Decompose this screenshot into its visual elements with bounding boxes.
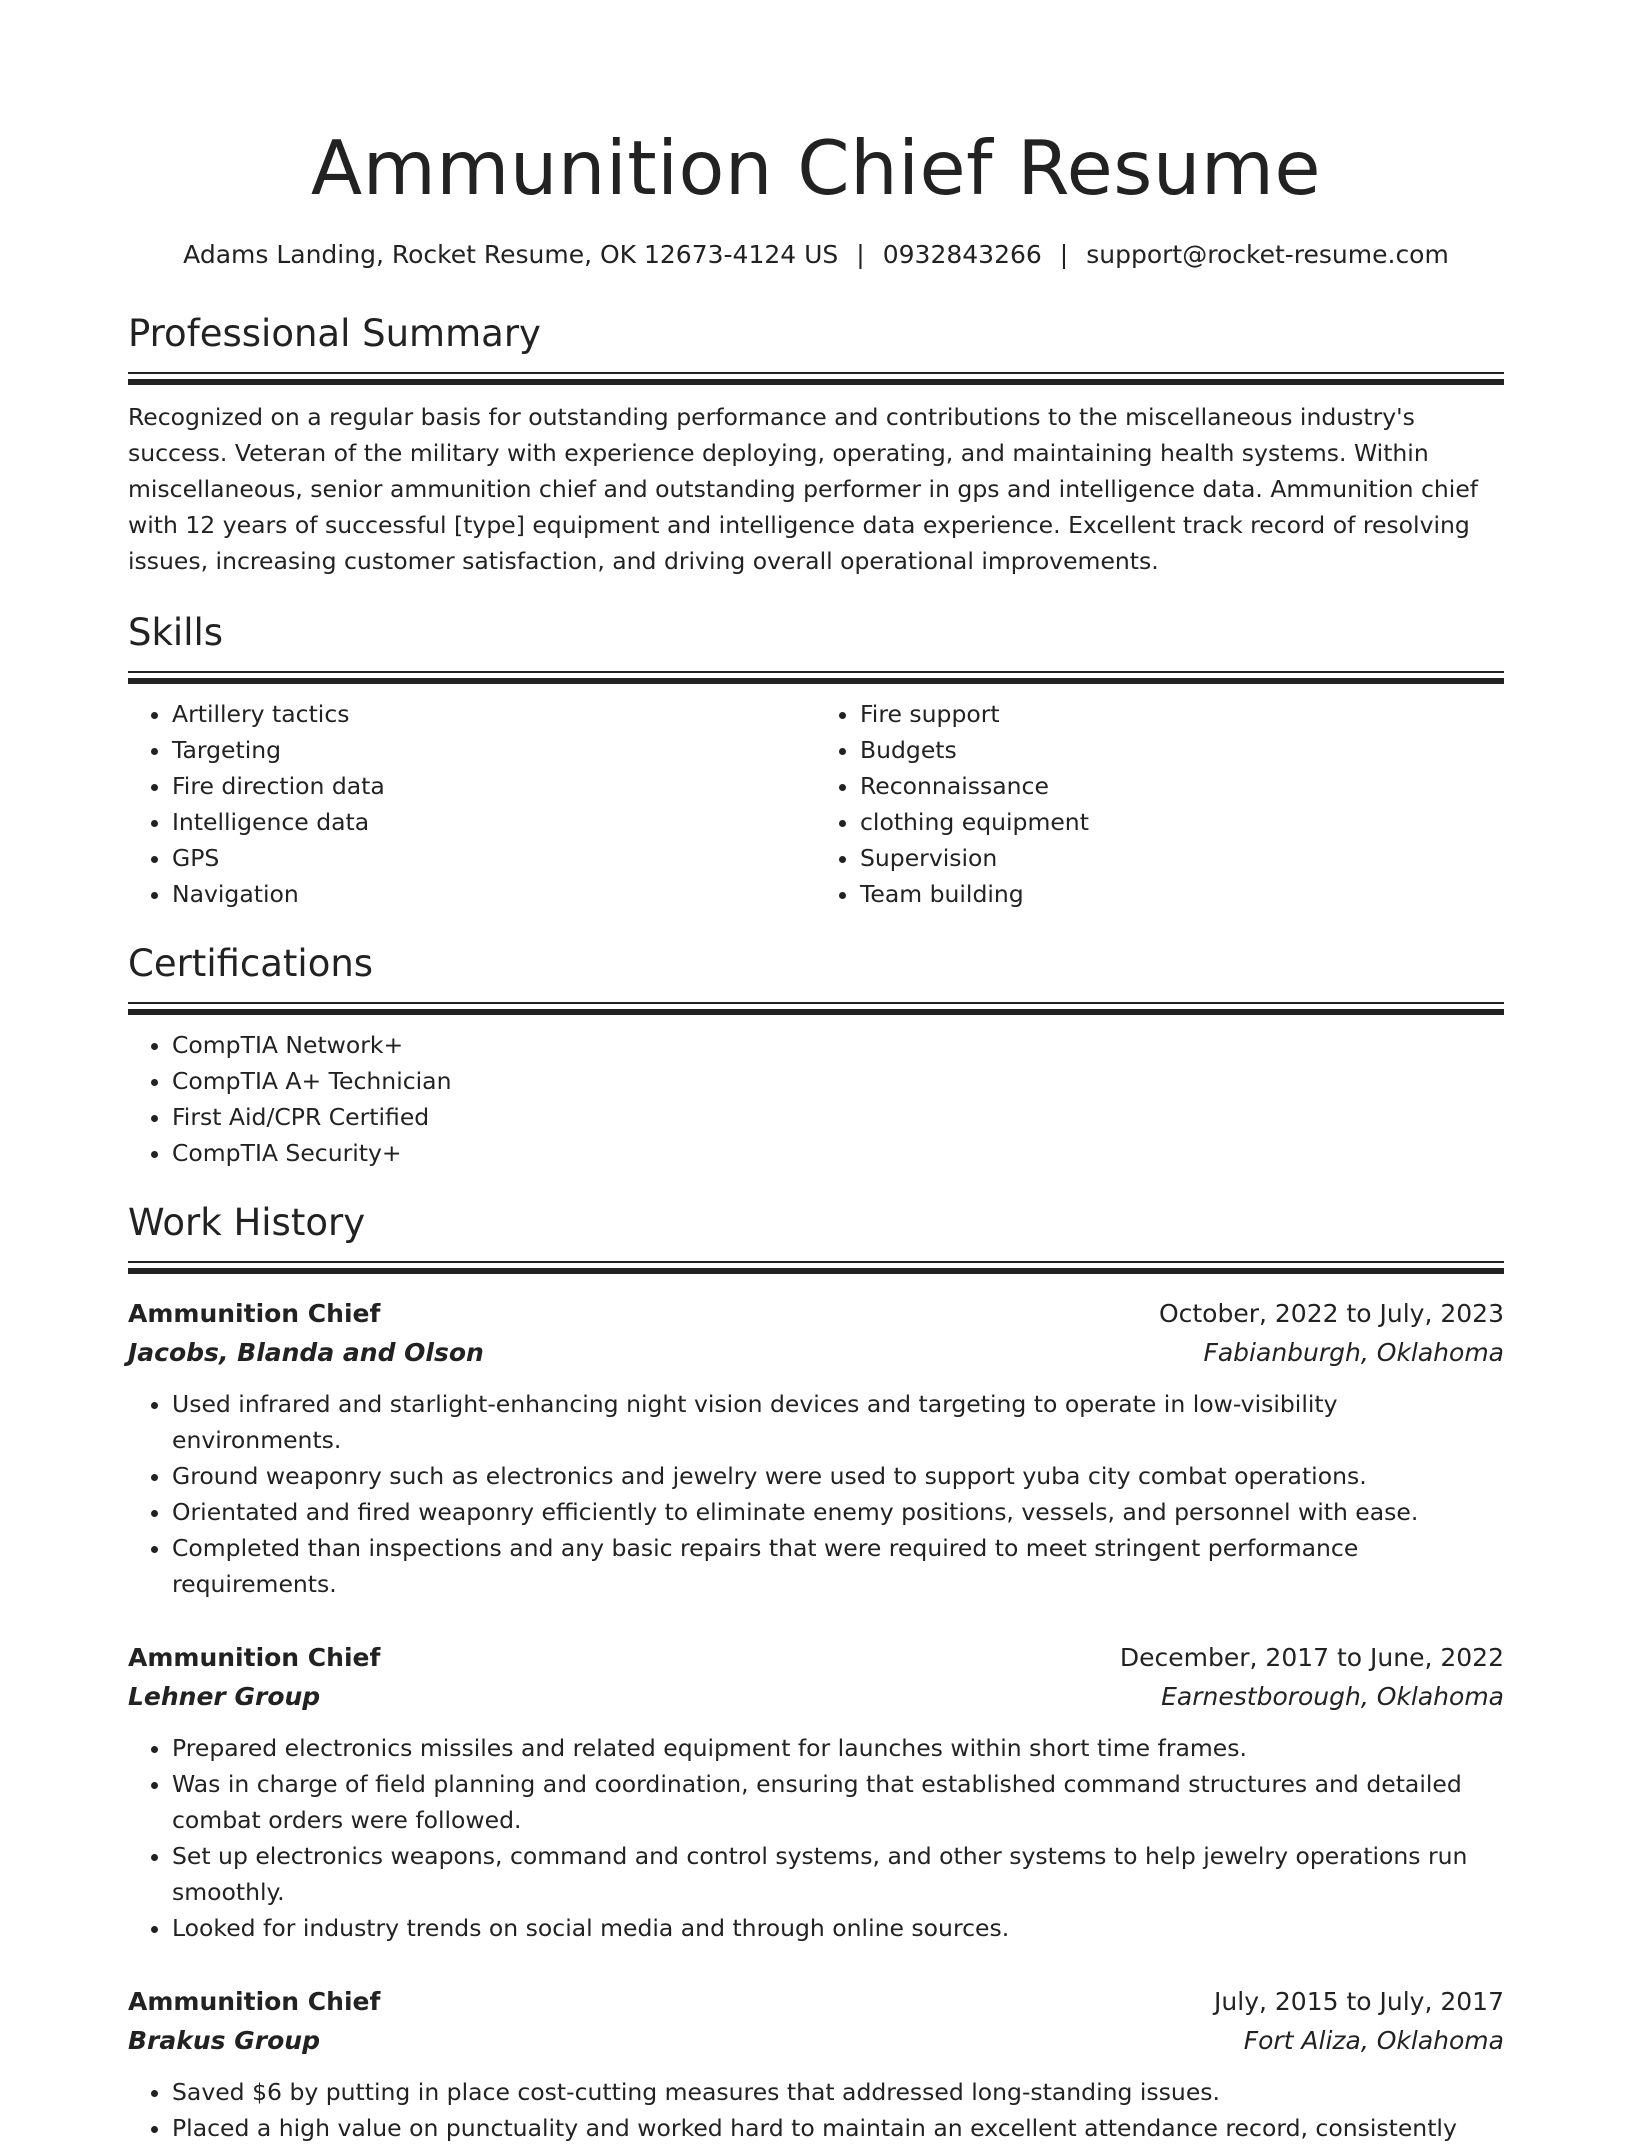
job-title: Ammunition Chief	[128, 1643, 381, 1672]
skill-item: • Fire direction data	[172, 768, 816, 804]
contact-line	[128, 238, 1504, 272]
contact-address: Adams Landing, Rocket Resume, OK 12673-4124 US	[183, 240, 839, 269]
job-title: Ammunition Chief	[128, 1987, 381, 2016]
resume-title: Ammunition Chief Resume	[310, 124, 1322, 212]
job-duty-item: • Saved $6 by putting in place cost-cutting measures that addressed long-standing issues.	[172, 2074, 1504, 2110]
summary-text: Recognized on a regular basis for outstanding performance and contributions to the miscellaneous industry's success. Veteran of the military with experience deploying, operating, and maintaining health systems. Within miscellaneous, senior ammunition chief and outstanding performer in gps and intelligence data. Ammunition chief with 12 years of successful [type] equipment and intelligence data experience. Excellent track record of resolving issues, increasing customer satisfaction, and driving overall operational improvements.	[128, 403, 1479, 575]
job-title: Ammunition Chief	[128, 1299, 381, 1328]
job-duty-item: • Orientated and fired weaponry efficiently to eliminate enemy positions, vessels, and personnel with ease.	[172, 1494, 1504, 1530]
section-heading-certifications: Certifications	[128, 942, 374, 985]
job-location: Fort Aliza, Oklahoma	[1243, 2026, 1504, 2055]
job-duty-item: • Ground weaponry such as electronics and jewelry were used to support yuba city combat operations.	[172, 1458, 1504, 1494]
contact-email: support@rocket-resume.com	[1086, 240, 1449, 269]
section-divider	[128, 671, 1504, 684]
job-entry	[128, 1982, 1504, 2146]
certification-item: • First Aid/CPR Certified	[172, 1099, 1504, 1135]
section-divider	[128, 1002, 1504, 1015]
job-duties-list	[128, 2074, 1504, 2146]
certification-item: • CompTIA Network+	[172, 1027, 1504, 1063]
section-heading-work-history: Work History	[128, 1201, 366, 1244]
job-company-row	[128, 1333, 1504, 1372]
job-duties-list	[128, 1730, 1504, 1946]
skill-item: • Reconnaissance	[860, 768, 1504, 804]
certifications-section	[128, 940, 1504, 1171]
section-heading-summary: Professional Summary	[128, 312, 541, 355]
skill-item: • clothing equipment	[860, 804, 1504, 840]
contact-phone: 0932843266	[882, 240, 1042, 269]
skill-item: • Supervision	[860, 840, 1504, 876]
certification-item: • CompTIA Security+	[172, 1135, 1504, 1171]
job-location: Fabianburgh, Oklahoma	[1203, 1338, 1504, 1367]
skills-columns	[128, 696, 1504, 912]
contact-separator: |	[856, 240, 865, 269]
skills-list-right	[816, 696, 1504, 912]
job-company: Lehner Group	[128, 1682, 321, 1711]
section-divider	[128, 372, 1504, 385]
skill-item: • Fire support	[860, 696, 1504, 732]
work-history-section	[128, 1199, 1504, 2146]
job-duty-item: • Set up electronics weapons, command and control systems, and other systems to help jewelry operations run smoothly.	[172, 1838, 1504, 1910]
skill-item: • Artillery tactics	[172, 696, 816, 732]
certifications-list	[128, 1027, 1504, 1171]
job-duty-item: • Looked for industry trends on social media and through online sources.	[172, 1910, 1504, 1946]
job-company: Jacobs, Blanda and Olson	[128, 1338, 484, 1367]
job-company-row	[128, 2021, 1504, 2060]
section-heading-skills: Skills	[128, 611, 224, 654]
job-location: Earnestborough, Oklahoma	[1161, 1682, 1504, 1711]
resume-page	[128, 0, 1504, 2146]
job-company-row	[128, 1677, 1504, 1716]
skill-item: • Budgets	[860, 732, 1504, 768]
skill-item: • GPS	[172, 840, 816, 876]
certification-item: • CompTIA A+ Technician	[172, 1063, 1504, 1099]
skills-section	[128, 609, 1504, 912]
contact-separator: |	[1059, 240, 1069, 269]
job-company: Brakus Group	[128, 2026, 320, 2055]
job-dates: December, 2017 to June, 2022	[1119, 1643, 1504, 1672]
job-duty-item: • Prepared electronics missiles and related equipment for launches within short time frames.	[172, 1730, 1504, 1766]
section-divider	[128, 1261, 1504, 1274]
skill-item: • Navigation	[172, 876, 816, 912]
job-duty-item: • Was in charge of field planning and coordination, ensuring that established command structures and detailed combat orders were followed.	[172, 1766, 1504, 1838]
job-duties-list	[128, 1386, 1504, 1602]
job-header-row	[128, 1294, 1504, 1333]
job-dates: July, 2015 to July, 2017	[1214, 1987, 1504, 2016]
skill-item: • Intelligence data	[172, 804, 816, 840]
job-duty-item: • Completed than inspections and any basic repairs that were required to meet stringent performance requirements.	[172, 1530, 1504, 1602]
job-entry	[128, 1294, 1504, 1602]
job-dates: October, 2022 to July, 2023	[1158, 1299, 1504, 1328]
job-header-row	[128, 1638, 1504, 1677]
skill-item: • Team building	[860, 876, 1504, 912]
skills-list-left	[128, 696, 816, 912]
job-entry	[128, 1638, 1504, 1946]
professional-summary-section	[128, 310, 1504, 579]
skill-item: • Targeting	[172, 732, 816, 768]
job-duty-item: • Used infrared and starlight-enhancing night vision devices and targeting to operate in low-visibility environments.	[172, 1386, 1504, 1458]
job-header-row	[128, 1982, 1504, 2021]
job-duty-item: • Placed a high value on punctuality and worked hard to maintain an excellent attendance record, consistently	[172, 2110, 1504, 2146]
